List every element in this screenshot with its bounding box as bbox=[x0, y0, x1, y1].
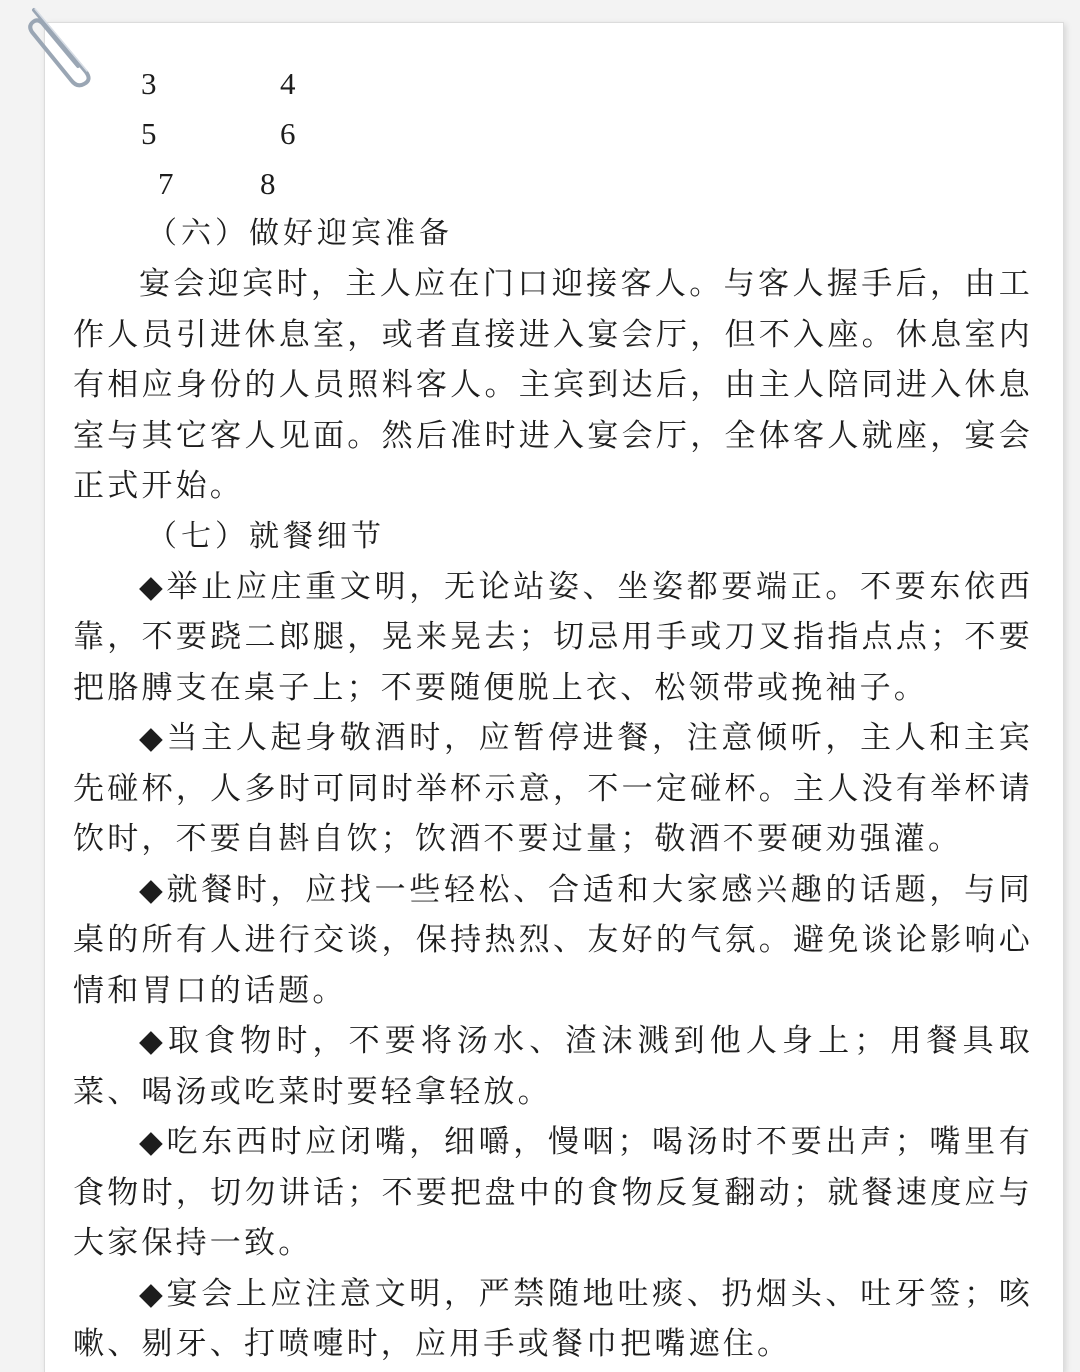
section-6-heading: （六）做好迎宾准备 bbox=[147, 216, 453, 251]
document-content bbox=[73, 59, 1033, 1370]
document-page bbox=[44, 22, 1064, 1372]
number-row-1 bbox=[73, 59, 1033, 109]
number-5: 5 bbox=[141, 116, 157, 151]
number-4: 4 bbox=[280, 66, 296, 101]
bullet-paragraph: ◆就餐时，应找一些轻松、合适和大家感兴趣的话题，与同桌的所有人进行交谈，保持热烈、友好的气氛。避免谈论影响心情和胃口的话题。 bbox=[73, 871, 1033, 1009]
number-6: 6 bbox=[280, 116, 296, 151]
section-7-heading: （七）就餐细节 bbox=[147, 518, 385, 554]
bullet-paragraph: ◆宴会上应注意文明，严禁随地吐痰、扔烟头、吐牙签；咳嗽、剔牙、打喷嚏时，应用手或餐巾把嘴遮住。 bbox=[73, 1275, 1033, 1362]
bullet-paragraph: ◆吃东西时应闭嘴，细嚼，慢咽；喝汤时不要出声；嘴里有食物时，切勿讲话；不要把盘中的食物反复翻动；就餐速度应与大家保持一致。 bbox=[73, 1124, 1033, 1261]
bullet-paragraph: ◆举止应庄重文明，无论站姿、坐姿都要端正。不要东依西靠，不要跷二郎腿，晃来晃去；切忌用手或刀叉指指点点；不要把胳膊支在桌子上；不要随便脱上衣、松领带或挽袖子。 bbox=[73, 568, 1033, 706]
number-7: 7 bbox=[158, 166, 174, 201]
section-6-paragraph: 宴会迎宾时，主人应在门口迎接客人。与客人握手后，由工作人员引进休息室，或者直接进入宴会厅，但不入座。休息室内有相应身份的人员照料客人。主宾到达后，由主人陪同进入休息室与其它客人见面。然后准时进入宴会厅，全体客人就座，宴会正式开始。 bbox=[73, 266, 1033, 504]
bullet-paragraph: ◆当主人起身敬酒时，应暂停进餐，注意倾听，主人和主宾先碰杯，人多时可同时举杯示意，不一定碰杯。主人没有举杯请饮时，不要自斟自饮；饮酒不要过量；敬酒不要硬劝强灌。 bbox=[73, 720, 1033, 857]
number-row-3 bbox=[73, 159, 1033, 209]
paperclip-icon bbox=[20, 0, 100, 90]
number-8: 8 bbox=[260, 166, 276, 201]
number-row-2 bbox=[73, 109, 1033, 159]
number-3: 3 bbox=[141, 66, 157, 101]
bullet-paragraph: ◆取食物时，不要将汤水、渣沫溅到他人身上；用餐具取菜、喝汤或吃菜时要轻拿轻放。 bbox=[73, 1023, 1033, 1110]
